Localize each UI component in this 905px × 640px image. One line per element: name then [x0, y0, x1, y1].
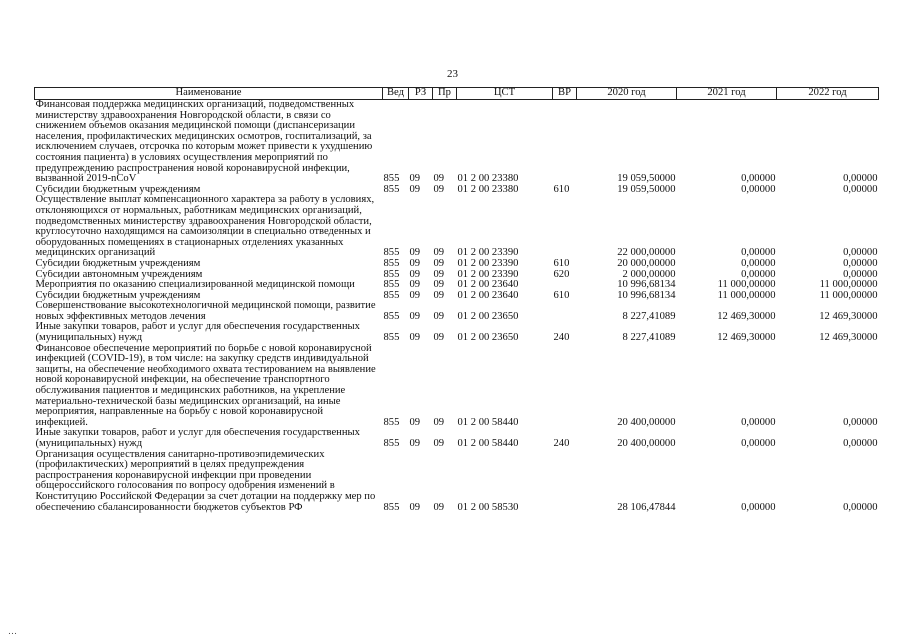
row-cst: 01 2 00 23380: [457, 184, 519, 195]
row-2022: 0,00000: [843, 269, 878, 280]
table-row: [35, 322, 879, 343]
row-2022: 11 000,00000: [819, 280, 878, 291]
row-2020: 22 000,00000: [617, 247, 676, 259]
header-2021: 2021 год: [677, 88, 777, 100]
row-2022: 0,00000: [843, 416, 878, 428]
row-2021: 0,00000: [741, 438, 776, 449]
header-ved: Вед: [383, 88, 409, 100]
row-rz: 09: [409, 332, 421, 344]
row-pr: 09: [433, 173, 445, 185]
row-cst: 01 2 00 23650: [457, 310, 519, 322]
row-vr: 240: [553, 332, 570, 344]
row-2020: 2 000,00000: [622, 269, 676, 280]
row-rz: 09: [409, 501, 421, 513]
row-rz: 09: [409, 290, 421, 301]
row-vr: [553, 344, 577, 429]
table-body: [35, 100, 879, 514]
row-ved: 855: [383, 438, 400, 449]
header-cst: ЦСТ: [457, 88, 553, 100]
row-rz: 09: [409, 258, 421, 269]
table-header-row: [35, 88, 879, 100]
header-name: Наименование: [35, 88, 383, 100]
row-pr: 09: [433, 416, 445, 428]
row-cst: 01 2 00 23650: [457, 332, 519, 344]
row-rz: 09: [409, 173, 421, 185]
row-2020: 19 059,50000: [617, 173, 676, 185]
row-rz: 09: [409, 247, 421, 259]
row-rz: 09: [409, 269, 421, 280]
row-cst: 01 2 00 23390: [457, 247, 519, 259]
row-pr: 09: [433, 310, 445, 322]
header-2022: 2022 год: [777, 88, 879, 100]
header-vr: ВР: [553, 88, 577, 100]
row-2022: 12 469,30000: [819, 332, 878, 344]
row-2020: 19 059,50000: [617, 184, 676, 195]
row-name: Мероприятия по оказанию специализированной медицинской помощи: [35, 280, 355, 291]
row-2020: 20 400,00000: [617, 416, 676, 428]
row-2021: 11 000,00000: [717, 290, 776, 301]
table-row: [35, 185, 879, 196]
row-pr: 09: [433, 501, 445, 513]
row-vr: [553, 450, 577, 514]
row-ved: 855: [383, 416, 400, 428]
header-rz: РЗ: [409, 88, 433, 100]
row-pr: 09: [433, 290, 445, 301]
budget-table: [34, 87, 879, 513]
row-name: Совершенствование высокотехнологичной медицинской помощи, развитие новых эффективных методов лечения: [35, 301, 376, 322]
row-rz: 09: [409, 280, 421, 291]
row-vr: [553, 195, 577, 259]
row-2020: 8 227,41089: [622, 332, 676, 344]
table-row: [35, 100, 879, 185]
row-name: Субсидии бюджетным учреждениям: [35, 184, 201, 195]
row-ved: 855: [383, 332, 400, 344]
row-pr: 09: [433, 247, 445, 259]
row-ved: 855: [383, 280, 400, 291]
row-2022: 11 000,00000: [819, 290, 878, 301]
row-2022: 0,00000: [843, 258, 878, 269]
row-name: Иные закупки товаров, работ и услуг для обеспечения государственных (муниципальных) нужд: [35, 322, 360, 344]
row-pr: 09: [433, 258, 445, 269]
page-number: 23: [447, 68, 458, 80]
row-name: Организация осуществления санитарно-противоэпидемических (профилактических) мероприятий в целях предупреждения распространения коронавирусной инфекции при проведении общероссийского голосования по вопросу одобрения изменений в Конституцию Российской Федерации за счет дотации на поддержку мер по обеспечению сбалансированности бюджетов субъектов РФ: [35, 449, 376, 513]
row-ved: 855: [383, 258, 400, 269]
row-vr: 610: [553, 258, 570, 269]
row-pr: 09: [433, 184, 445, 195]
row-cst: 01 2 00 58440: [457, 438, 519, 449]
table-row: [35, 270, 879, 281]
row-vr: 240: [553, 438, 570, 449]
row-2020: 20 000,00000: [617, 258, 676, 269]
row-pr: 09: [433, 332, 445, 344]
row-2021: 0,00000: [741, 184, 776, 195]
row-cst: 01 2 00 23390: [457, 258, 519, 269]
row-cst: 01 2 00 23640: [457, 290, 519, 301]
row-2021: 0,00000: [741, 269, 776, 280]
row-2021: 12 469,30000: [717, 310, 776, 322]
row-cst: 01 2 00 23380: [457, 173, 519, 185]
row-2021: 12 469,30000: [717, 332, 776, 344]
row-2021: 0,00000: [741, 501, 776, 513]
row-vr: [553, 100, 577, 185]
table-row: [35, 301, 879, 322]
row-2022: 0,00000: [843, 184, 878, 195]
table-row: [35, 195, 879, 259]
row-2021: 0,00000: [741, 247, 776, 259]
header-pr: Пр: [433, 88, 457, 100]
row-name: Субсидии бюджетным учреждениям: [35, 258, 201, 269]
row-2021: 11 000,00000: [717, 280, 776, 291]
row-vr: 610: [553, 184, 570, 195]
row-vr: [553, 301, 577, 322]
footer-mark: …: [8, 626, 17, 636]
row-pr: 09: [433, 438, 445, 449]
row-ved: 855: [383, 501, 400, 513]
row-ved: 855: [383, 184, 400, 195]
row-cst: 01 2 00 58530: [457, 501, 519, 513]
row-2020: 28 106,47844: [617, 501, 676, 513]
row-2021: 0,00000: [741, 258, 776, 269]
row-rz: 09: [409, 416, 421, 428]
row-ved: 855: [383, 173, 400, 185]
table-row: [35, 280, 879, 291]
row-name: Субсидии автономным учреждениям: [35, 269, 203, 280]
row-name: Финансовое обеспечение мероприятий по борьбе с новой коронавирусной инфекцией (COVID-19), в том числе: на закупку средств индивидуальной защиты, на обеспечение необходимого охвата тестированием на выявление новой коронавирусной инфекции, на обеспечение транспортного обслуживания пациентов и медицинских работников, на укрепление материально-технической базы медицинских организаций, на иные мероприятия, направленные на борьбу с новой коронавирусной инфекцией.: [35, 343, 376, 428]
row-name: Осуществление выплат компенсационного характера за работу в условиях, отклоняющихся от нормальных, работникам медицинских организаций, подведомственных министерству здравоохранения Новгородской области, круглосуточно находящимся на самоизоляции в специально отведенных и оборудованных помещениях в стационарных отделениях указанных медицинских организаций: [35, 195, 375, 259]
row-pr: 09: [433, 269, 445, 280]
row-2022: 0,00000: [843, 247, 878, 259]
table-row: [35, 344, 879, 429]
row-pr: 09: [433, 280, 445, 291]
table-row: [35, 259, 879, 270]
row-name: Иные закупки товаров, работ и услуг для обеспечения государственных (муниципальных) нужд: [35, 428, 360, 449]
row-2022: 0,00000: [843, 173, 878, 185]
row-rz: 09: [409, 184, 421, 195]
row-2021: 0,00000: [741, 173, 776, 185]
row-2021: 0,00000: [741, 416, 776, 428]
row-ved: 855: [383, 269, 400, 280]
row-2022: 12 469,30000: [819, 310, 878, 322]
row-rz: 09: [409, 438, 421, 449]
row-2020: 8 227,41089: [622, 310, 676, 322]
row-2020: 20 400,00000: [617, 438, 676, 449]
row-2020: 10 996,68134: [617, 290, 676, 301]
table-row: [35, 450, 879, 514]
row-vr: 620: [553, 269, 570, 280]
row-vr: 610: [553, 290, 570, 301]
row-2022: 0,00000: [843, 501, 878, 513]
row-name: Субсидии бюджетным учреждениям: [35, 290, 201, 301]
row-2022: 0,00000: [843, 438, 878, 449]
row-ved: 855: [383, 247, 400, 259]
table-row: [35, 428, 879, 449]
row-ved: 855: [383, 310, 400, 322]
row-cst: 01 2 00 23640: [457, 280, 519, 291]
row-rz: 09: [409, 310, 421, 322]
row-vr: [553, 280, 577, 291]
row-ved: 855: [383, 290, 400, 301]
row-cst: 01 2 00 58440: [457, 416, 519, 428]
row-cst: 01 2 00 23390: [457, 269, 519, 280]
header-2020: 2020 год: [577, 88, 677, 100]
table-row: [35, 291, 879, 302]
row-2020: 10 996,68134: [617, 280, 676, 291]
row-name: Финансовая поддержка медицинских организаций, подведомственных министерству здравоохранения Новгородской области, в связи со снижением объемов оказания медицинской помощи (диспансеризации населения, профилактических медицинских осмотров, госпитализаций, за исключением случаев, отсрочка по которым может привести к ухудшению состояния пациента) в условиях осуществления мероприятий по предупреждению распространения новой коронавирусной инфекции, вызванной 2019-nCoV: [35, 99, 373, 185]
